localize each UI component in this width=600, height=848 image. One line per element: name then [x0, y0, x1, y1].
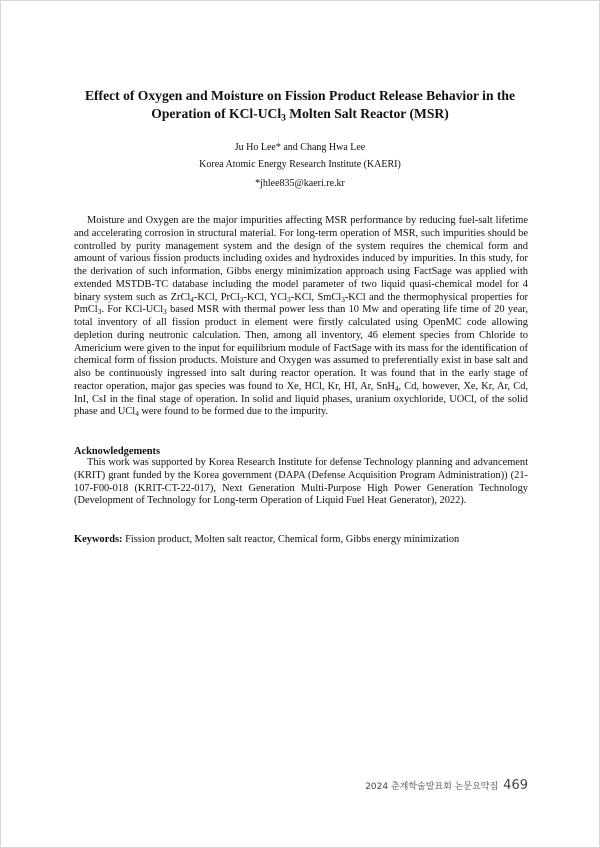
paper-title — [60, 87, 540, 123]
footer-proceedings-title: 2024 춘계학술발표회 논문요약집 — [365, 782, 499, 792]
authors: Ju Ho Lee* and Chang Hwa Lee — [234, 142, 366, 153]
page-footer — [365, 778, 528, 793]
keywords — [74, 533, 528, 546]
author-email: *jhlee835@kaeri.re.kr — [255, 178, 345, 189]
abstract-paragraph: Moisture and Oxygen are the major impurities affecting MSR performance by reducing fuel-salt lifetime and accelerating corrosion in structural material. For long-term operation of MSR, such impurities should be controlled by purity management system and the design of the system requires the chemical form and amount of various fission products including oxides and hydroxides induced by impurities. In this study, for the derivation of such information, Gibbs energy minimization approach using FactSage was applied with extended MSTDB-TC database including the model parameter of two liquid quasi-chemical model for 4 binary system such as ZrCl$_4$-KCl, PrCl$_3$-KCl, YCl$_3$-KCl, SmCl$_3$-KCl and the thermophysical properties for PmCl$_3$. For KCl-UCl$_3$ based MSR with thermal power less than 10 Mw and operating life time of 20 year, total inventory of all fission product in element were firstly calculated using OpenMC code allowing depletion during neutronic calculation. Then, among all inventory, 46 element species from Chloride to Americium were given to the input for equilibrium module of FactSage with its mass for the identification of chemical form of fission products. Moisture and Oxygen was assumed to preferentially exist in base salt and also be continuously ingressed into salt during reactor operation. It was found that in the early stage of reactor operation, major gas species was found to Xe, HCl, Kr, HI, Ar, SnH$_4$, Cd, however, Xe, Kr, Ar, Cd, InI, CsI in the final stage of operation. In solid and liquid phases, uranium oxychloride, UOCl, of the solid phase and UCl$_4$ were found to be formed due to the impurity. — [74, 215, 528, 419]
title-line-1: Effect of Oxygen and Moisture on Fission Product Release Behavior in the — [84, 88, 516, 103]
acknowledgements-body: This work was supported by Korea Research Institute for defense Technology planning and advancement (KRIT) grant funded by the Korea government (DAPA (Defense Acquisition Program Administration)) (21-107-F00-018 (KRIT-CT-22-017), Next Generation Multi-Purpose High Power Generation Technology (Development of Technology for Long-term Operation of Liquid Fuel Heat Generator), 2022). — [74, 457, 528, 507]
keywords-text: Fission product, Molten salt reactor, Chemical form, Gibbs energy minimization — [122, 534, 460, 545]
title-line-2: Operation of KCl-UCl$_3$ Molten Salt Reactor (MSR) — [151, 106, 449, 124]
acknowledgements-heading: Acknowledgements — [74, 446, 161, 457]
affiliation: Korea Atomic Energy Research Institute (KAERI) — [199, 159, 401, 170]
page-number: 469 — [503, 778, 528, 793]
keywords-label: Keywords: — [74, 534, 123, 545]
